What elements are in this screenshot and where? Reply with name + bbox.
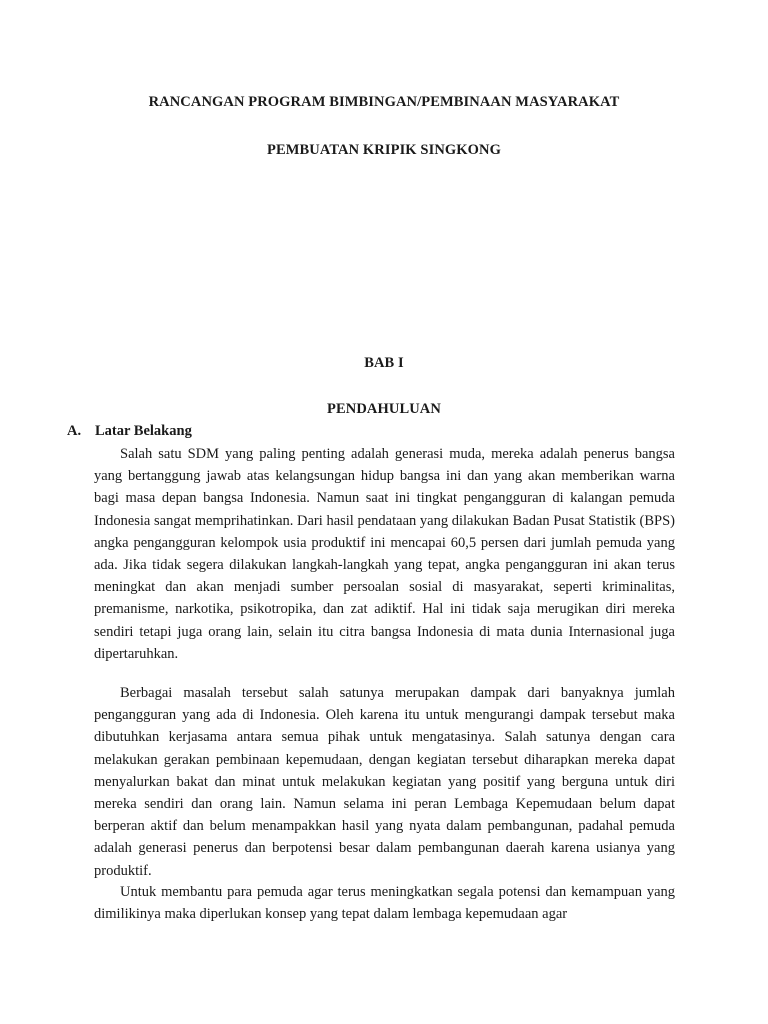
document-title-line-1: RANCANGAN PROGRAM BIMBINGAN/PEMBINAAN MASYARAKAT [148, 94, 620, 110]
paragraph-text: Salah satu SDM yang paling penting adalah generasi muda, mereka adalah penerus bangsa yang bertanggung jawab atas kelangsungan hidup bangsa ini dan yang akan memberikan warna bagi masa depan bangsa Indonesia. Namun saat ini tingkat pengangguran di kalangan pemuda Indonesia sangat memprihatinkan. Dari hasil pendataan yang dilakukan Badan Pusat Statistik (BPS) angka pengangguran kelompok usia produktif ini mencapai 60,5 persen dari jumlah pemuda yang ada. Jika tidak segera dilakukan langkah-langkah yang tepat, angka pengangguran ini akan terus meningkat dan akan menjadi sumber persoalan sosial di masyarakat, seperti kriminalitas, premanisme, narkotika, psikotropika, dan zat adiktif. Hal ini tidak saja merugikan diri mereka sendiri tetapi juga orang lain, selain itu citra bangsa Indonesia di mata dunia Internasional juga dipertaruhkan. [94, 446, 675, 662]
section-letter: A. [67, 423, 82, 439]
chapter-title: PENDAHULUAN [327, 401, 441, 417]
document-title-line-2: PEMBUATAN KRIPIK SINGKONG [267, 142, 501, 158]
section-title: Latar Belakang [95, 423, 192, 439]
paragraph-3 [94, 881, 675, 925]
chapter-number: BAB I [364, 355, 404, 371]
paragraph-text: Berbagai masalah tersebut salah satunya merupakan dampak dari banyaknya jumlah pengangguran yang ada di Indonesia. Oleh karena itu untuk mengurangi dampak tersebut maka dibutuhkan kerjasama antara semua pihak untuk mengatasinya. Salah satunya dengan cara melakukan gerakan pembinaan kepemudaan, dengan kegiatan tersebut diharapkan mereka dapat menyalurkan bakat dan minat untuk melakukan kegiatan yang positif yang berguna untuk diri mereka sendiri dan orang lain. Namun selama ini peran Lembaga Kepemudaan belum dapat berperan aktif dan belum menampakkan hasil yang nyata dalam pembangunan, padahal pemuda adalah generasi penerus dan berpotensi besar dalam pembangunan daerah karena usianya yang produktif. [94, 685, 675, 879]
paragraph-2 [94, 682, 675, 882]
paragraph-text: Untuk membantu para pemuda agar terus meningkatkan segala potensi dan kemampuan yang dimilikinya maka diperlukan konsep yang tepat dalam lembaga kepemudaan agar [94, 884, 675, 923]
section-heading [67, 423, 192, 440]
paragraph-1 [94, 443, 675, 665]
